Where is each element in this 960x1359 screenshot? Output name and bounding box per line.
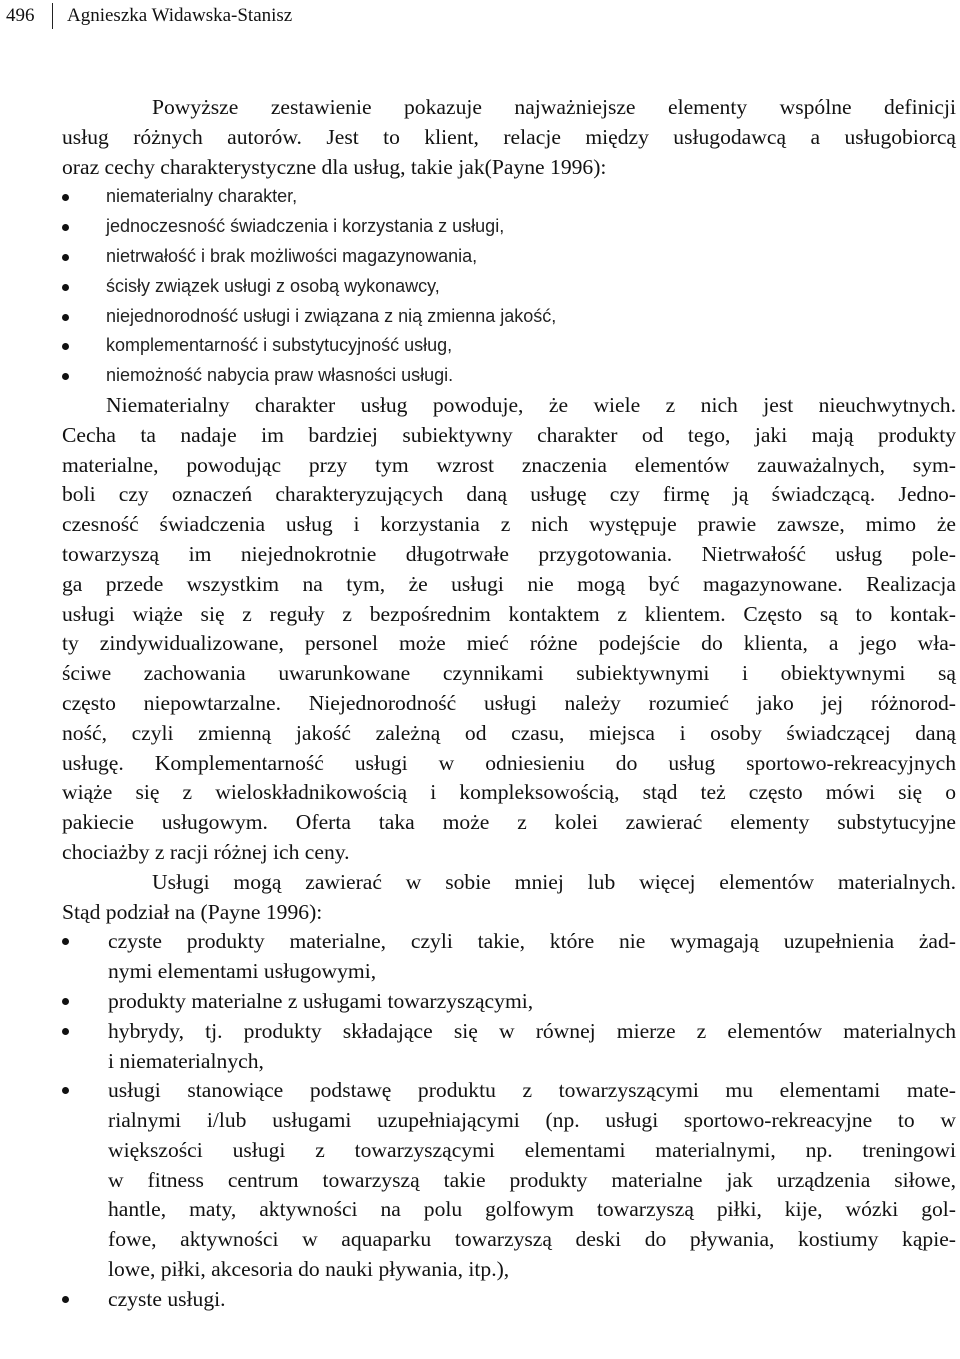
bullet-icon — [62, 284, 69, 291]
list-item — [62, 927, 956, 987]
bullet-icon — [62, 998, 69, 1005]
list-item-text: niemożność nabycia praw własności usługi. — [106, 365, 454, 386]
list-item-text: komplementarność i substytucyjność usług, — [106, 335, 453, 356]
text-line: hybrydy, tj. produkty składające się w równej mierze z elementów materialnych — [108, 1018, 956, 1043]
text-line: ga przede wszystkim na tym, że usługi nie mogą być magazynowane. Realizacja — [62, 571, 956, 596]
page-number: 496 — [6, 5, 35, 26]
service-categories-list — [62, 927, 956, 1314]
bullet-icon — [62, 254, 69, 261]
list-item — [62, 331, 956, 361]
list-item-text: ścisły związek usługi z osobą wykonawcy, — [106, 275, 440, 296]
header-divider — [52, 3, 53, 29]
text-line: fowe, aktywności w aquaparku towarzyszą deski do pływania, kostiumy kąpie- — [108, 1227, 956, 1252]
list-item-text: jednoczesność świadczenia i korzystania z usługi, — [106, 216, 505, 237]
text-line: Stąd podział na (Payne 1996): — [62, 899, 323, 924]
list-item — [62, 212, 956, 242]
list-item — [62, 182, 956, 212]
bullet-icon — [62, 314, 69, 321]
bullet-icon — [62, 224, 69, 231]
text-line: czyste produkty materialne, czyli takie, które nie wymagają uzupełnienia żad- — [108, 929, 956, 954]
text-line: większości usługi z towarzyszącymi elementami materialnymi, np. treningowi — [108, 1137, 956, 1162]
text-line: ność, czyli zmienną jakość zależną od czasu, miejsca i osoby świadczącej daną — [62, 720, 956, 745]
text-line: hantle, maty, aktywności na polu golfowym towarzyszą piłki, kije, wózki gol- — [108, 1197, 956, 1222]
list-item-text: niematerialny charakter, — [106, 186, 298, 207]
bullet-icon — [62, 1087, 69, 1094]
text-line: usługi stanowiące podstawę produktu z towarzyszącymi mu elementami mate- — [108, 1078, 956, 1103]
text-line: usługi wiąże się z reguły z bezpośrednim kontaktem z klientem. Często są to kontak- — [62, 601, 956, 626]
text-line: pakiecie usługowym. Oferta taka może z kolei zawierać elementy substytucyjne — [62, 810, 956, 835]
text-line: czyste usługi. — [108, 1286, 226, 1311]
text-line: lowe, piłki, akcesoria do nauki pływania, itp.), — [108, 1257, 510, 1282]
list-item — [62, 302, 956, 332]
service-features-list — [62, 182, 956, 391]
intro-paragraph — [62, 93, 956, 182]
text-line: Powyższe zestawienie pokazuje najważniejsze elementy wspólne definicji — [152, 95, 956, 119]
bullet-icon — [62, 938, 69, 945]
header-author: Agnieszka Widawska-Stanisz — [67, 5, 293, 26]
running-header — [0, 4, 292, 28]
text-line: i niematerialnych, — [108, 1048, 264, 1073]
list-item — [62, 987, 956, 1017]
list-item — [62, 1285, 956, 1315]
text-line: produkty materialne z usługami towarzyszącymi, — [108, 988, 534, 1013]
page-body — [62, 93, 956, 1315]
text-line: wiąże się z wieloskładnikowością i kompleksowością, stąd też często mówi się o — [62, 780, 956, 805]
list-item — [62, 361, 956, 391]
bullet-icon — [62, 1296, 69, 1303]
text-line: Usługi mogą zawierać w sobie mniej lub więcej elementów materialnych. — [152, 869, 956, 894]
text-line: nymi elementami usługowymi, — [108, 959, 377, 984]
text-line: Niematerialny charakter usług powoduje, że wiele z nich jest nieuchwytnych. — [106, 392, 956, 417]
text-line: towarzyszą im niejednokrotnie długotrwałe przygotowania. Nietrwałość usług pole- — [62, 541, 956, 566]
list-item — [62, 272, 956, 302]
text-line: usług różnych autorów. Jest to klient, relacje między usługodawcą a usługobiorcą — [62, 124, 956, 149]
text-line: chociażby z racji różnej ich ceny. — [62, 839, 350, 864]
text-line: Cecha ta nadaje im bardziej subiektywny charakter od tego, jaki mają produkty — [62, 422, 956, 447]
discussion-paragraph — [62, 391, 956, 868]
text-line: czesność świadczenia usług i korzystania z nich występuje prawie zawsze, mimo że — [62, 512, 956, 537]
list-item-text: niejednorodność usługi i związana z nią zmienna jakość, — [106, 305, 557, 326]
text-line: rialnymi i/lub usługami uzupełniającymi (np. usługi sportowo-rekreacyjne to w — [108, 1108, 956, 1133]
text-line: boli czy oznaczeń charakteryzujących daną usługę czy firmę ją świadczącą. Jedno- — [62, 482, 956, 507]
text-line: oraz cechy charakterystyczne dla usług, takie jak(Payne 1996): — [62, 154, 607, 179]
text-line: często niepowtarzalne. Niejednorodność usługi należy rozumieć jako jej różnorod- — [62, 690, 956, 715]
list-item — [62, 1076, 956, 1285]
text-line: usługę. Komplementarność usługi w odniesieniu do usług sportowo-rekreacyjnych — [62, 750, 956, 775]
list-item — [62, 1017, 956, 1077]
bullet-icon — [62, 194, 69, 201]
bullet-icon — [62, 1028, 69, 1035]
list-item-text: nietrwałość i brak możliwości magazynowania, — [106, 245, 478, 266]
text-line: w fitness centrum towarzyszą takie produkty materialne jak urządzenia siłowe, — [108, 1167, 956, 1192]
text-line: materialne, powodując przy tym wzrost znaczenia elementów zauważalnych, sym- — [62, 452, 956, 477]
list-item — [62, 242, 956, 272]
bullet-icon — [62, 373, 69, 380]
text-line: ty zindywidualizowane, personel może mieć różne podejście do klienta, a jego wła- — [62, 631, 956, 656]
division-intro-paragraph — [62, 868, 956, 928]
text-line: ściwe zachowania uwarunkowane czynnikami subiektywnymi i obiektywnymi są — [62, 661, 956, 686]
bullet-icon — [62, 343, 69, 350]
